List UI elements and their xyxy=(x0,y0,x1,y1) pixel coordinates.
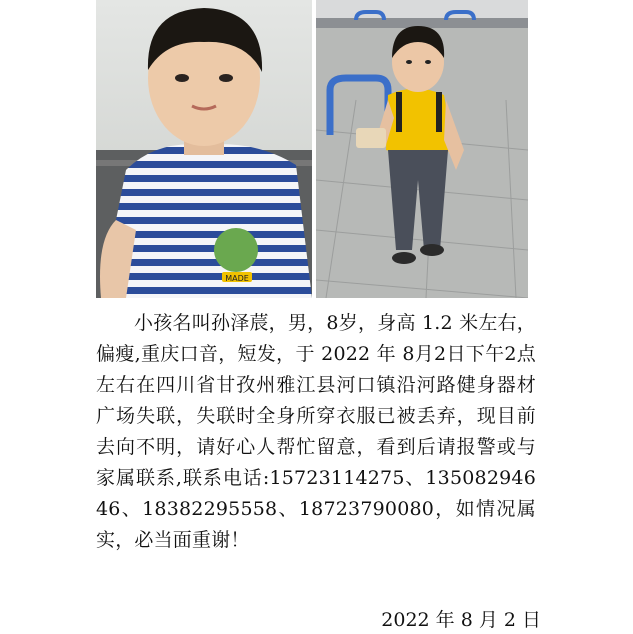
notice-body: 小孩名叫孙泽莀，男，8岁，身高 1.2 米左右，偏瘦,重庆口音，短发，于 2022 年 8月2日下午2点左右在四川省甘孜州雅江县河口镇沿河路健身器材广场失联，失联时全身所穿衣服已被丢弃，现目前去向不明，请好心人帮忙留意，看到后请报警或与家属联系,联系电话:15723114275、13508294646、18382295558、18723790080，如情况属实，必当面重谢！ xyxy=(96,312,536,551)
child-photo-left-image xyxy=(96,0,312,298)
shirt-badge-text: MADE xyxy=(225,274,249,283)
missing-child-notice xyxy=(96,308,536,556)
child-photo-yellow-shirt xyxy=(316,0,528,298)
child-photo-right-image xyxy=(316,0,528,298)
notice-date: 2022 年 8 月 2 日 xyxy=(381,609,541,631)
child-photo-striped-shirt xyxy=(96,0,312,298)
